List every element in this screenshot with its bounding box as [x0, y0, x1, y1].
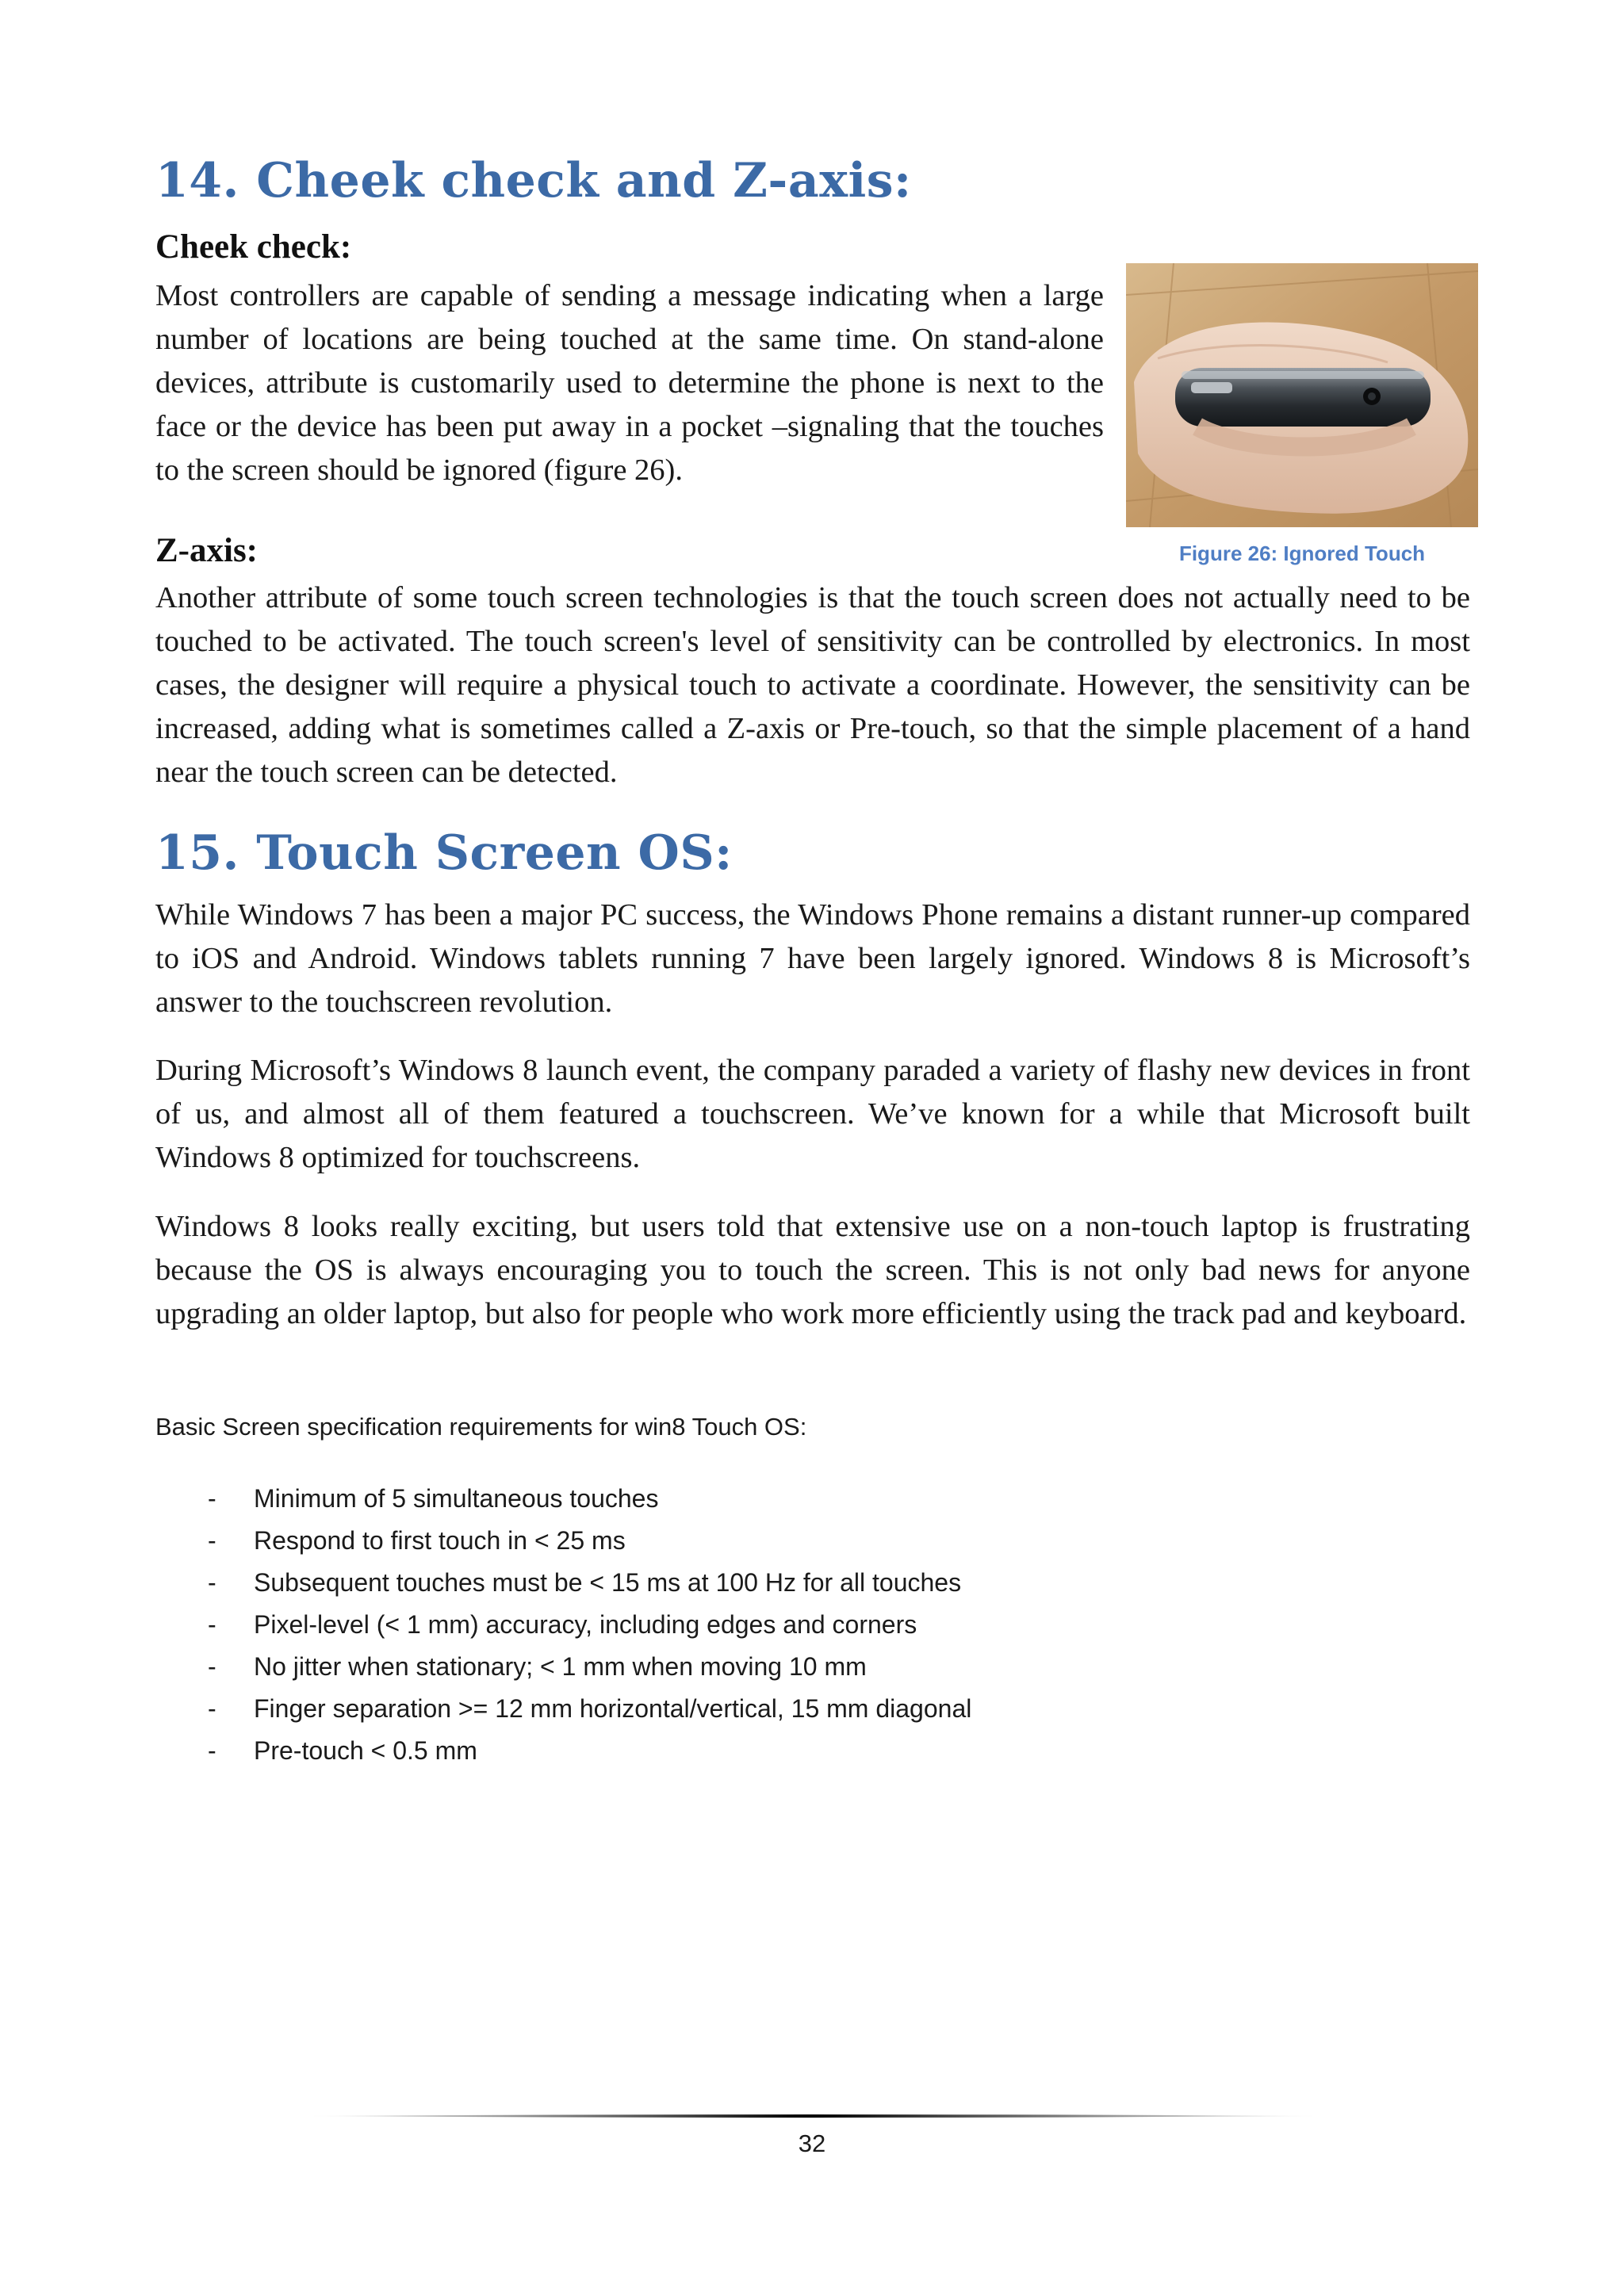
list-item: [155, 1562, 971, 1604]
spec-list-title: Basic Screen specification requirements for win8 Touch OS:: [155, 1413, 807, 1441]
section-15-title: 15. Touch Screen OS:: [155, 825, 733, 881]
touch-os-paragraph-2: During Microsoft’s Windows 8 launch event, the company paraded a variety of flashy new devices in front of us, and almost all of them featured a touchscreen. We’ve known for a while that Microsoft built Windows 8 optimized for touchscreens.: [155, 1054, 1470, 1174]
bullet-dash: -: [208, 1736, 216, 1765]
page-number: 32: [798, 2130, 826, 2157]
list-item: [155, 1688, 971, 1730]
spec-text: Respond to first touch in < 25 ms: [254, 1526, 626, 1555]
bullet-dash: -: [208, 1652, 216, 1681]
spec-text: Minimum of 5 simultaneous touches: [254, 1484, 659, 1513]
list-item: [155, 1604, 971, 1646]
spec-text: No jitter when stationary; < 1 mm when moving 10 mm: [254, 1652, 867, 1681]
section-14-title: 14. Cheek check and Z-axis:: [155, 153, 912, 209]
spec-text: Pre-touch < 0.5 mm: [254, 1736, 477, 1765]
bullet-dash: -: [208, 1526, 216, 1555]
z-axis-heading: Z-axis:: [155, 532, 258, 569]
touch-os-paragraph-3: Windows 8 looks really exciting, but users told that extensive use on a non-touch laptop is frustrating because the OS is always encouraging you to touch the screen. This is not only bad news for anyone upgrading an older laptop, but also for people who work more efficiently using the track pad and keyboard.: [155, 1210, 1470, 1330]
phone-in-hand-illustration: [1126, 263, 1478, 527]
bullet-dash: -: [208, 1694, 216, 1723]
touch-os-paragraph-1: While Windows 7 has been a major PC success, the Windows Phone remains a distant runner-up compared to iOS and Android. Windows tablets running 7 have been largely ignored. Windows 8 is Microsoft’s answer to the touchscreen revolution.: [155, 898, 1470, 1019]
bullet-dash: -: [208, 1568, 216, 1597]
spec-text: Finger separation >= 12 mm horizontal/vertical, 15 mm diagonal: [254, 1694, 972, 1723]
figure-ignored-touch-image: [1126, 263, 1478, 527]
figure-caption: Figure 26: Ignored Touch: [1178, 541, 1426, 565]
bullet-dash: -: [208, 1484, 216, 1513]
list-item: [155, 1478, 971, 1520]
list-item: [155, 1730, 971, 1772]
spec-text: Subsequent touches must be < 15 ms at 100 Hz for all touches: [254, 1568, 962, 1597]
list-item: [155, 1646, 971, 1688]
cheek-check-paragraph: Most controllers are capable of sending a message indicating when a large number of locations are being touched at the same time. On stand-alone devices, attribute is customarily used to determine the phone is next to the face or the device has been put away in a pocket –signaling that the touches to the screen should be ignored (figure 26).: [155, 279, 1104, 487]
bullet-dash: -: [208, 1610, 216, 1639]
list-item: [155, 1520, 971, 1562]
spec-list: [155, 1478, 971, 1772]
footer-divider: [305, 2114, 1319, 2118]
cheek-check-heading: Cheek check:: [155, 228, 352, 266]
z-axis-paragraph: Another attribute of some touch screen technologies is that the touch screen does not actually need to be touched to be activated. The touch screen's level of sensitivity can be controlled by electronics. In most cases, the designer will require a physical touch to activate a coordinate. However, the sensitivity can be increased, adding what is sometimes called a Z-axis or Pre-touch, so that the simple placement of a hand near the touch screen can be detected.: [155, 581, 1470, 789]
spec-text: Pixel-level (< 1 mm) accuracy, including edges and corners: [254, 1610, 917, 1639]
